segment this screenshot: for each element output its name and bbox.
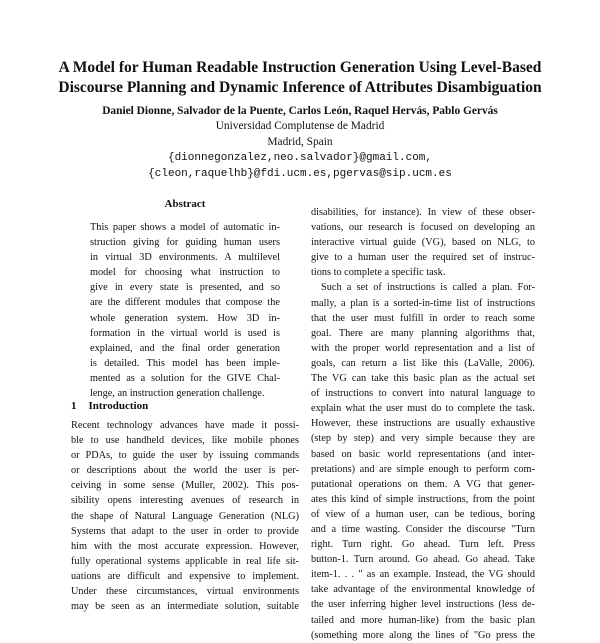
right-column-line: ates this kind of simple instructions, from the point [311,493,535,505]
right-column-line: based on basic world representations (and inter- [311,448,535,460]
city: Madrid, Spain [267,136,333,148]
introduction-line: ceiving in some sense (Muller, 2002). This pos- [71,480,299,492]
abstract-line: explained, and the final order generation [90,342,280,354]
section-heading-introduction [71,400,148,412]
introduction-line: Under these circumstances, virtual environments [71,586,299,598]
introduction-line: or PDAs, to guide the user by issuing commands [71,450,299,462]
paper-title-line-1: A Model for Human Readable Instruction Generation Using Level-Based [58,59,542,76]
abstract-body [90,220,280,401]
email-line-1: {dionnegonzalez,neo.salvador}@gmail.com, [167,152,433,164]
paper-title-line-2: Discourse Planning and Dynamic Inference of Attributes Disambiguation [58,79,542,96]
right-column-line: putational operations on them. A VG that gener- [311,478,535,490]
introduction-line: Systems that adapt to the user in order to provide [71,525,299,537]
right-column-line: and a time wasting. Consider the discourse "Turn [311,523,535,535]
introduction-line: Recent technology advances have made it possi- [71,420,299,431]
right-column-line: (something more along the lines of "Go press the [311,629,535,641]
author-list: Daniel Dionne, Salvador de la Puente, Carlos León, Raquel Hervás, Pablo Gervás [102,105,498,117]
introduction-line: fully operational systems applicable in real life sit- [71,555,299,567]
right-column-line: mally, a plan is a sorted-in-time list of instructions [311,297,535,309]
right-column-line: goals, can return a list like this (LaValle, 2006). [311,357,535,369]
abstract-heading: Abstract [164,198,206,210]
introduction-line: the shape of Natural Language Generation (NLG) [71,510,299,522]
right-column-line: item-1. . . " as an example. Instead, the VG should [311,569,535,581]
abstract-line: formation in the virtual world is used is [90,327,280,339]
abstract-line: mented as a solution for the GIVE Chal- [90,372,280,384]
abstract-line: lenge, an instruction generation challenge. [90,388,265,400]
abstract-line: in virtual 3D environments. A multilevel [90,252,280,264]
right-column-line: (step by step) and very simple because they are [311,433,535,445]
right-column-line: disabilities, for instance). In view of these obser- [311,207,535,218]
right-column-line: that the user must fulfill in order to reach some [311,312,535,324]
abstract-line: whole generation system. How 3D in- [90,312,280,324]
paper-title [40,58,560,98]
right-column-line: interactive virtual guide (VG), based on NLG, to [311,237,535,249]
introduction-line: sibility opens interesting avenues of research in [71,495,299,507]
right-column-line: the user inferring higher level instructions (less de- [311,599,535,611]
right-column-line: of instructions to convert into natural language to [311,388,535,400]
introduction-line: ble to use handheld devices, like mobile phones [71,435,299,447]
abstract-line: struction giving for guiding human users [90,237,280,249]
right-column-line: tailed and more human-like) from the basic plan [311,614,535,626]
right-column-line: vations, our research is focused on developing an [311,222,535,234]
right-column-line: of view of a human user, can be tedious, boring [311,508,535,520]
right-column-line: button-1. Turn around. Go ahead. Go ahead. Take [311,554,535,566]
right-column-line: with the proper world representation and a list of [311,342,535,354]
abstract-line: are the different modules that compose the [90,297,280,309]
abstract-line: is detailed. This model has been imple- [90,357,280,369]
introduction-line: uations are difficult and expensive to implement. [71,570,299,582]
introduction-line: or descriptions about the world the user is per- [71,465,299,477]
introduction-line: may be seen as an intermediate solution, suitable [71,601,299,613]
abstract-line: This paper shows a model of automatic in- [90,222,280,233]
institution: Universidad Complutense de Madrid [215,120,385,132]
right-column-body [311,205,535,643]
right-column-line: Such a set of instructions is called a plan. For- [321,282,535,294]
right-column-line: explain what the user must do to complete the task. [311,403,535,415]
introduction-line: him with the most accurate expression. However, [71,540,299,552]
abstract-line: model for choosing what instruction to [90,267,280,279]
affiliation-block [40,118,560,182]
right-column-line: However, these instructions are usually exhaustive [311,418,535,430]
section-title: Introduction [88,400,149,412]
right-column-line: take advantage of the environmental knowledge of [311,584,535,596]
right-column-line: The VG can take this basic plan as the actual set [311,373,535,385]
introduction-body [71,418,299,614]
email-line-2: {cleon,raquelhb}@fdi.ucm.es,pgervas@sip.ucm.es [148,168,452,180]
right-column-line: tions to complete a specific task. [311,267,446,279]
right-column-line: give to a human user the required set of instruc- [311,252,535,264]
right-column-line: pretations) and are simple enough to perform com- [311,463,535,475]
abstract-line: give in every state is presented, and so [90,282,280,294]
section-number: 1 [71,400,77,412]
right-column-line: goal. There are many planning algorithms that, [311,327,535,339]
right-column-line: right. Turn right. Go ahead. Turn left. Press [311,539,535,551]
